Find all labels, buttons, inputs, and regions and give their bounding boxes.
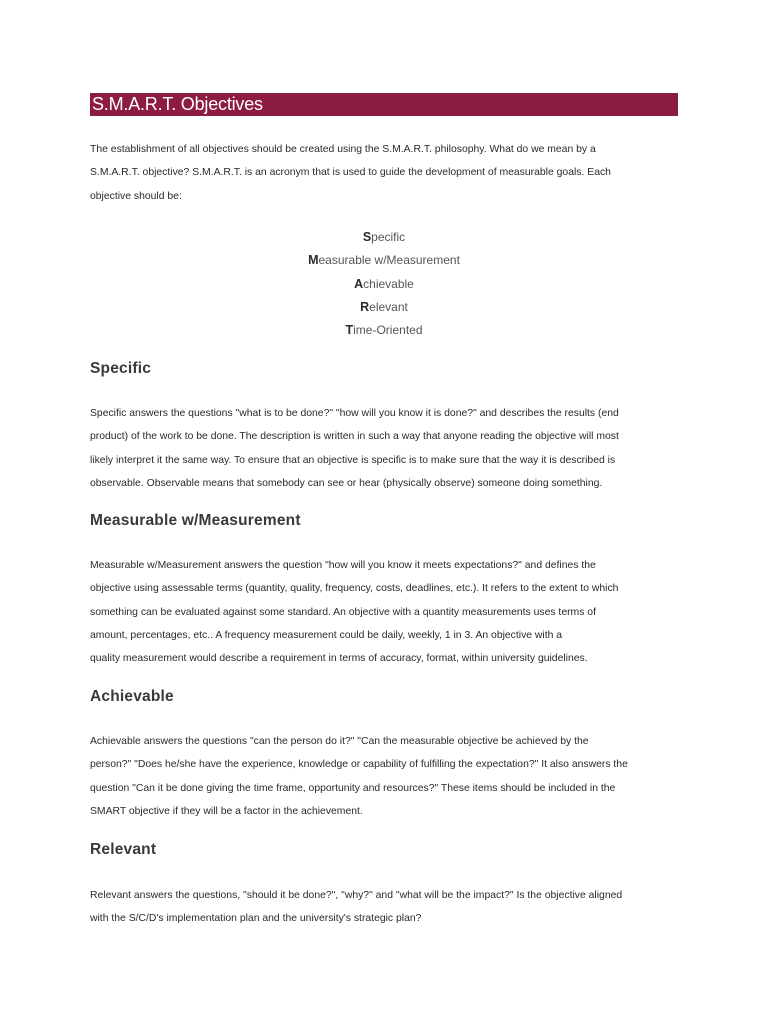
acronym-word-rest: ime-Oriented	[353, 323, 423, 338]
section-heading-specific: Specific	[90, 360, 152, 377]
acronym-word-rest: chievable	[363, 276, 414, 291]
acronym-letter: M	[308, 253, 319, 268]
acronym-word-rest: easurable w/Measurement	[318, 253, 460, 268]
section-heading-achievable: Achievable	[90, 688, 174, 705]
acronym-letter: A	[354, 276, 364, 291]
acronym-letter: T	[345, 323, 354, 338]
acronym-item-measurable	[0, 249, 768, 272]
body-line: something can be evaluated against some standard. An objective with a quantity measurements uses terms of	[90, 606, 596, 618]
intro-line: The establishment of all objectives should be created using the S.M.A.R.T. philosophy. What do we mean by a	[90, 144, 596, 155]
body-line: quality measurement would describe a requirement in terms of accuracy, format, within university guidelines.	[90, 653, 588, 665]
body-line: amount, percentages, etc.. A frequency measurement could be daily, weekly, 1 in 3. An objective with a	[90, 629, 563, 641]
body-line: observable. Observable means that somebody can see or hear (physically observe) someone doing something.	[90, 477, 603, 489]
body-line: Specific answers the questions "what is to be done?" "how will you know it is done?" and describes the results (end	[90, 408, 619, 419]
acronym-item-relevant	[0, 296, 768, 319]
intro-paragraph	[90, 138, 690, 208]
section-heading-measurable: Measurable w/Measurement	[90, 512, 301, 529]
body-line: person?" "Does he/she have the experience, knowledge or capability of fulfilling the expectation?" It also answers the	[90, 759, 628, 771]
body-line: with the S/C/D's implementation plan and the university's strategic plan?	[90, 913, 422, 925]
acronym-item-specific	[0, 226, 768, 249]
body-line: product) of the work to be done. The description is written in such a way that anyone reading the objective will most	[90, 431, 619, 443]
section-body-measurable	[90, 554, 690, 670]
acronym-item-time-oriented	[0, 319, 768, 342]
body-line: likely interpret it the same way. To ensure that an objective is specific is to make sure that the way it is described is	[90, 454, 616, 466]
acronym-word-rest: elevant	[369, 299, 408, 314]
acronym-item-achievable	[0, 273, 768, 296]
body-line: Measurable w/Measurement answers the question "how will you know it meets expectations?" and defines the	[90, 560, 596, 571]
body-line: Relevant answers the questions, "should it be done?", "why?" and "what will be the impact?" Is the objective aligned	[90, 890, 623, 901]
acronym-letter: R	[360, 299, 370, 314]
body-line: SMART objective if they will be a factor in the achievement.	[90, 805, 363, 817]
body-line: Achievable answers the questions "can the person do it?" "Can the measurable objective be achieved by the	[90, 736, 589, 747]
body-line: objective using assessable terms (quantity, quality, frequency, costs, deadlines, etc.). It refers to the extent to which	[90, 583, 619, 595]
intro-line: S.M.A.R.T. objective? S.M.A.R.T. is an acronym that is used to guide the development of measurable goals. Each	[90, 167, 611, 179]
section-body-specific	[90, 402, 690, 495]
acronym-list	[0, 226, 768, 342]
acronym-word-rest: pecific	[371, 230, 406, 244]
body-line: question "Can it be done giving the time frame, opportunity and resources?" These items should be included in the	[90, 782, 616, 794]
section-body-relevant	[90, 884, 690, 931]
acronym-letter: S	[362, 230, 372, 244]
section-heading-relevant: Relevant	[90, 841, 157, 858]
page-title: S.M.A.R.T. Objectives	[90, 93, 678, 116]
section-body-achievable	[90, 730, 690, 823]
intro-line: objective should be:	[90, 190, 182, 202]
